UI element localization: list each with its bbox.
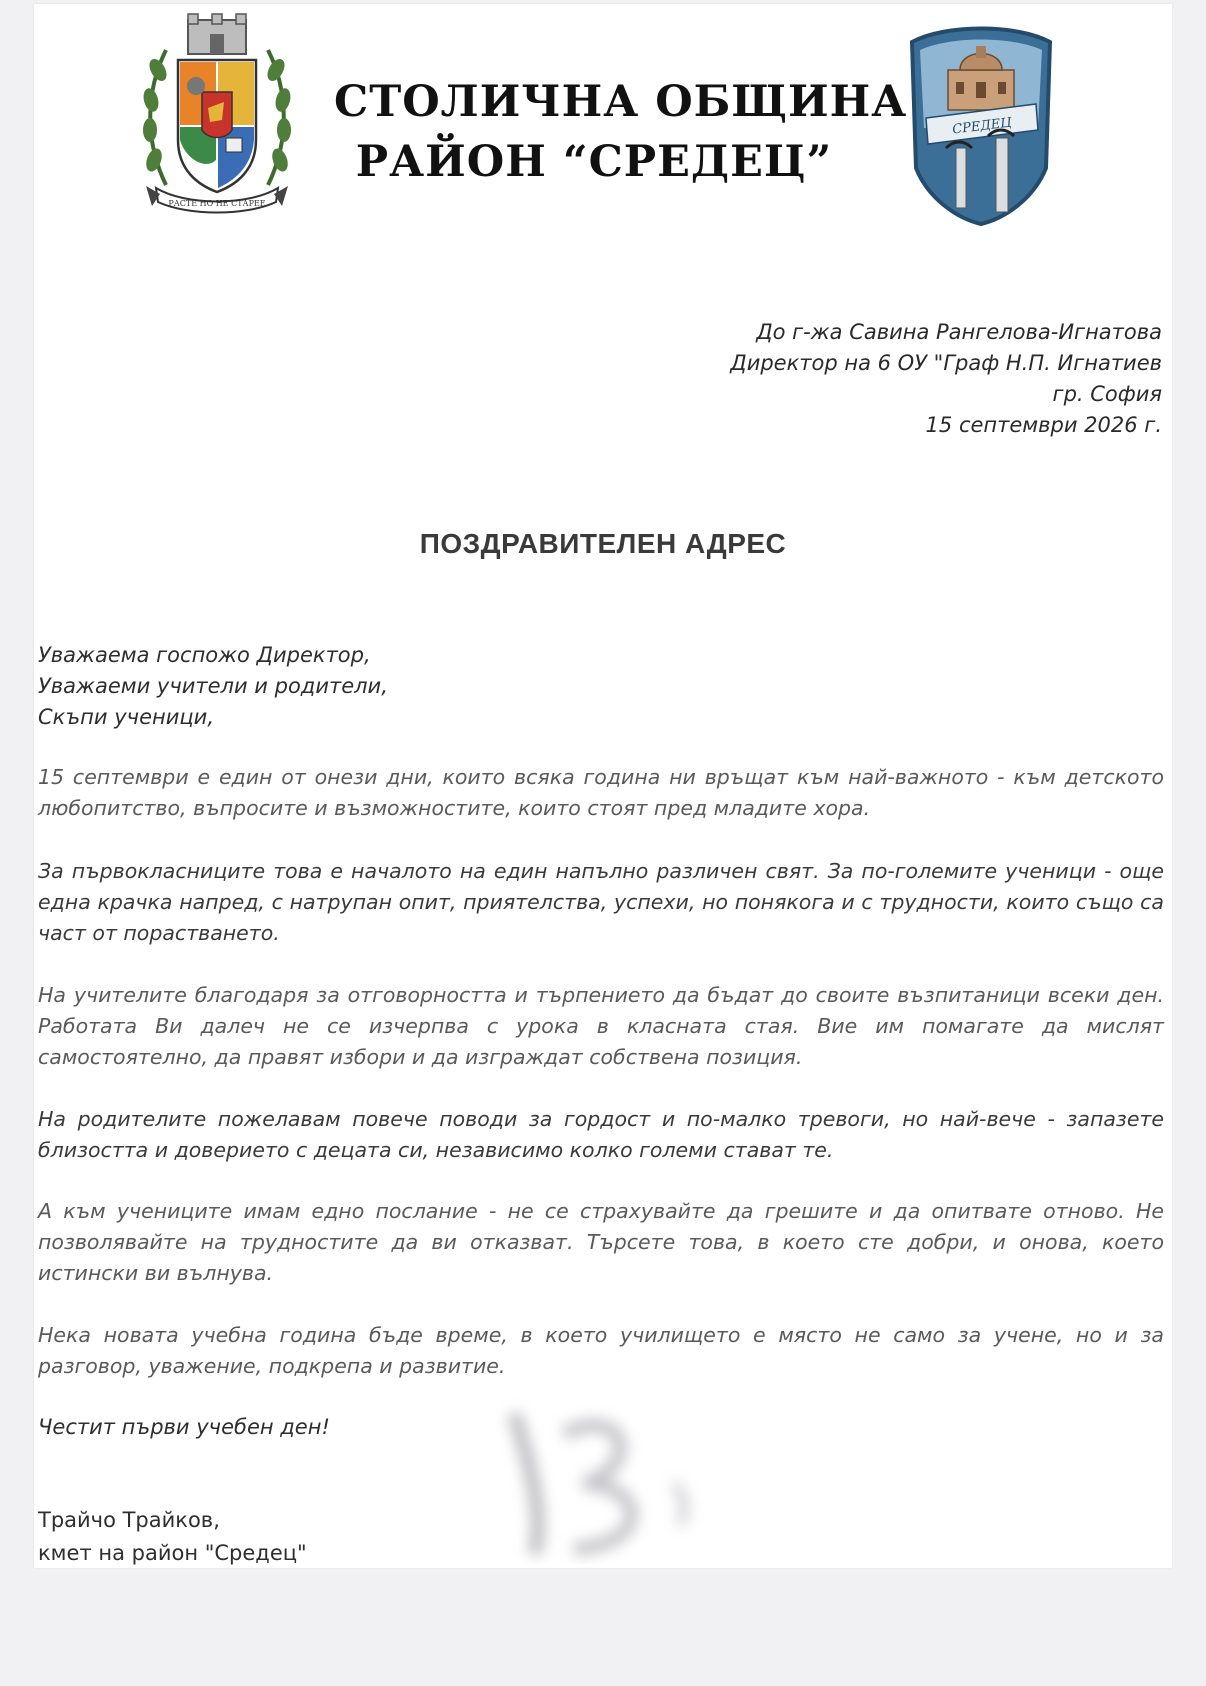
recipient-city: гр. София [1052, 382, 1162, 406]
crest-motto: РАСТЕ НО НЕ СТАРЕЕ [168, 199, 266, 208]
letter-date: 15 септември 2026 г. [925, 413, 1162, 437]
paragraph-2: За първокласниците това е началото на един напълно различен свят. За по-големите ученици - още една крачка напред, с натрупан опит, приятелства, успехи, но понякога и с трудности, които също са част от порастването. [38, 859, 1164, 945]
header-line-1: СТОЛИЧНА ОБЩИНА [334, 77, 908, 127]
recipient-name: До г-жа Савина Рангелова-Игнатова [756, 320, 1162, 344]
header-title [334, 72, 908, 192]
blurred-signature-icon [474, 1374, 724, 1564]
letter-page [34, 4, 1172, 1568]
signer-title: кмет на район "Средец" [38, 1541, 307, 1565]
recipient-block [730, 317, 1162, 441]
greeting-block [38, 640, 388, 733]
paragraph-1: 15 септември е един от онези дни, които всяка година ни връщат към най-важното - към детското любопитство, въпросите и възможностите, които стоят пред младите хора. [38, 765, 1164, 820]
paragraph-4: На родителите пожелавам повече поводи за гордост и по-малко тревоги, но най-вече - запазете близостта и доверието с децата си, независимо колко големи стават те. [38, 1107, 1164, 1162]
paragraph-3: На учителите благодаря за отговорността и търпението да бъдат до своите възпитаници всеки ден. Работата Ви далеч не се изчерпва с урока в класната стая. Вие им помагате да мислят самостоятелно, да правят избори и да изграждат собствена позиция. [38, 983, 1164, 1069]
closing-line: Честит първи учебен ден! [38, 1415, 330, 1439]
document-title: ПОЗДРАВИТЕЛЕН АДРЕС [419, 528, 787, 559]
signer-name: Трайчо Трайков, [38, 1508, 220, 1532]
header-line-2: РАЙОН “СРЕДЕЦ” [355, 137, 833, 187]
sredets-district-emblem-icon [906, 18, 1056, 230]
emblem-banner-text: СРЕДЕЦ [951, 115, 1013, 138]
paragraph-5: А към учениците имам едно послание - не се страхувайте да грешите и да опитвате отново. Не позволявайте на трудностите да ви отказват. Търсете това, в което сте добри, и онова, което истински ви вълнува. [38, 1199, 1164, 1285]
greeting-line-3: Скъпи ученици, [38, 705, 214, 729]
greeting-line-1: Уважаема госпожо Директор, [38, 643, 371, 667]
signer-block [38, 1504, 307, 1568]
sofia-coat-of-arms-icon [126, 10, 308, 220]
recipient-position: Директор на 6 ОУ "Граф Н.П. Игнатиев [730, 351, 1162, 375]
greeting-line-2: Уважаеми учители и родители, [38, 674, 388, 698]
paragraph-6: Нека новата учебна година бъде време, в което училището е място не само за учене, но и за разговор, уважение, подкрепа и развитие. [38, 1323, 1164, 1378]
